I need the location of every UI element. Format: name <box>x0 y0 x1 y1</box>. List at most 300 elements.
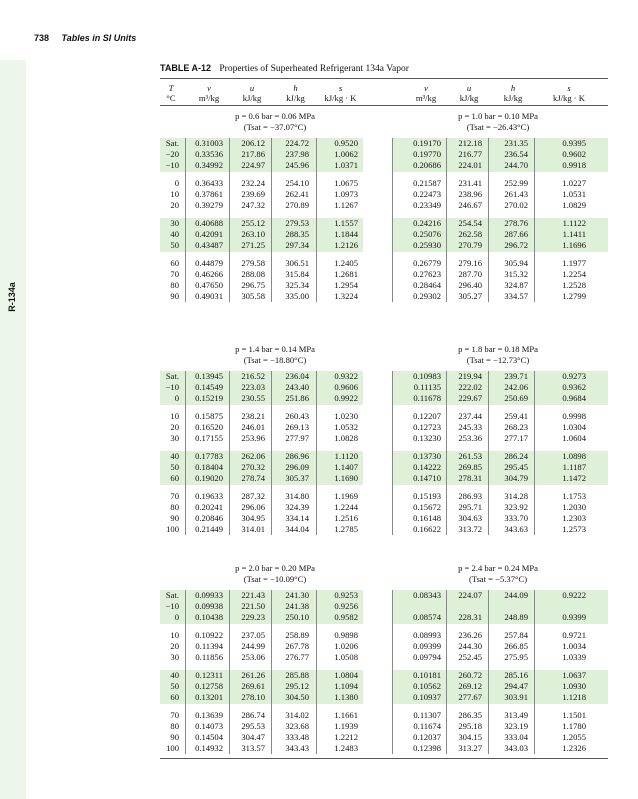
temperature-cell: 50 <box>170 240 179 250</box>
left-enthalpy-cell: 241.30 <box>285 590 309 600</box>
right-entropy-cell: 0.9918 <box>562 160 586 170</box>
temperature-cell: Sat. <box>165 138 179 148</box>
table-row <box>0 218 638 229</box>
right-entropy-cell: 1.2528 <box>562 280 586 290</box>
left-specific-volume-cell: 0.34992 <box>195 160 223 170</box>
right-enthalpy-cell: 343.03 <box>504 743 528 753</box>
left-internal-energy-cell: 253.06 <box>241 652 265 662</box>
right-entropy-cell: 1.1122 <box>562 218 586 228</box>
temperature-cell: 90 <box>170 291 179 301</box>
left-specific-volume-cell: 0.14504 <box>195 732 223 742</box>
left-entropy-cell: 1.2785 <box>334 524 358 534</box>
pressure-label: p = 1.0 bar = 0.10 MPa <box>458 111 538 121</box>
right-enthalpy-cell: 231.35 <box>504 138 528 148</box>
left-specific-volume-cell: 0.09938 <box>195 601 223 611</box>
temperature-cell: 0 <box>174 178 179 188</box>
temperature-cell: 90 <box>170 513 179 523</box>
left-internal-energy-cell: 296.06 <box>241 502 265 512</box>
left-enthalpy-cell: 334.14 <box>285 513 309 523</box>
right-enthalpy-cell: 305.94 <box>504 258 528 268</box>
temperature-cell: 0 <box>174 393 179 403</box>
table-row <box>0 652 638 663</box>
right-internal-energy-cell: 295.71 <box>458 502 482 512</box>
left-specific-volume-cell: 0.15219 <box>195 393 223 403</box>
left-specific-volume-cell: 0.11394 <box>195 641 223 651</box>
right-specific-volume-cell: 0.21587 <box>413 178 441 188</box>
left-entropy-cell: 1.0508 <box>334 652 358 662</box>
right-enthalpy-cell: 278.76 <box>504 218 528 228</box>
section-left-caption <box>187 344 363 366</box>
table-row <box>0 502 638 513</box>
table-row <box>0 524 638 535</box>
right-specific-volume-cell: 0.09399 <box>413 641 441 651</box>
header-rule <box>160 105 608 106</box>
left-internal-energy-cell: 224.97 <box>241 160 265 170</box>
left-entropy-cell: 1.1939 <box>334 721 358 731</box>
right-internal-energy-cell: 229.67 <box>458 393 482 403</box>
table-number: TABLE A-12 <box>160 63 212 73</box>
table-title <box>160 63 409 74</box>
column-divider <box>271 590 272 754</box>
temperature-cell: −10 <box>165 160 179 170</box>
col-header-right-s-symbol: s <box>567 83 571 93</box>
table-row <box>0 189 638 200</box>
pressure-label: p = 1.4 bar = 0.14 MPa <box>235 344 315 354</box>
left-internal-energy-cell: 230.55 <box>241 393 265 403</box>
right-specific-volume-cell: 0.28464 <box>413 280 441 290</box>
left-enthalpy-cell: 286.96 <box>285 451 309 461</box>
right-specific-volume-cell: 0.14222 <box>413 462 441 472</box>
left-specific-volume-cell: 0.19633 <box>195 491 223 501</box>
col-header-t-unit: °C <box>166 93 176 103</box>
left-internal-energy-cell: 229.23 <box>241 612 265 622</box>
left-internal-energy-cell: 239.69 <box>241 189 265 199</box>
left-enthalpy-cell: 314.02 <box>285 710 309 720</box>
right-enthalpy-cell: 304.79 <box>504 473 528 483</box>
row-group <box>0 630 638 663</box>
col-header-right-v <box>404 83 448 103</box>
left-internal-energy-cell: 288.08 <box>241 269 265 279</box>
left-specific-volume-cell: 0.14549 <box>195 382 223 392</box>
right-enthalpy-cell: 257.84 <box>504 630 528 640</box>
left-enthalpy-cell: 260.43 <box>285 411 309 421</box>
table-row <box>0 178 638 189</box>
left-internal-energy-cell: 232.24 <box>241 178 265 188</box>
col-header-right-u-unit: kJ/kg <box>459 93 479 103</box>
col-header-left-u-symbol: u <box>249 83 255 93</box>
table-row <box>0 160 638 171</box>
left-specific-volume-cell: 0.39279 <box>195 200 223 210</box>
right-enthalpy-cell: 270.02 <box>504 200 528 210</box>
left-enthalpy-cell: 343.43 <box>285 743 309 753</box>
right-enthalpy-cell: 239.71 <box>504 371 528 381</box>
column-divider <box>271 371 272 535</box>
table-row <box>0 291 638 302</box>
column-divider <box>316 371 317 535</box>
temperature-cell: 30 <box>170 433 179 443</box>
pressure-label: p = 2.0 bar = 0.20 MPa <box>235 563 315 573</box>
right-specific-volume-cell: 0.16148 <box>413 513 441 523</box>
right-internal-energy-cell: 228.31 <box>458 612 482 622</box>
temperature-cell: −10 <box>165 382 179 392</box>
right-specific-volume-cell: 0.08343 <box>413 590 441 600</box>
column-divider <box>392 590 393 754</box>
col-header-left-s <box>318 83 363 103</box>
column-divider <box>534 371 535 535</box>
column-divider <box>185 590 186 754</box>
col-header-left-u <box>231 83 273 103</box>
temperature-cell: 40 <box>170 451 179 461</box>
left-entropy-cell: 1.0371 <box>334 160 358 170</box>
left-internal-energy-cell: 314.01 <box>241 524 265 534</box>
column-divider <box>185 371 186 535</box>
right-specific-volume-cell: 0.24216 <box>413 218 441 228</box>
col-header-left-h-symbol: h <box>293 83 298 93</box>
left-entropy-cell: 1.1407 <box>334 462 358 472</box>
right-entropy-cell: 1.2326 <box>562 743 586 753</box>
table-row <box>0 451 638 462</box>
left-specific-volume-cell: 0.19020 <box>195 473 223 483</box>
right-specific-volume-cell: 0.11678 <box>413 393 441 403</box>
table-row <box>0 371 638 382</box>
section-left-caption <box>187 111 363 133</box>
table-row <box>0 240 638 251</box>
table-row <box>0 269 638 280</box>
column-divider <box>446 138 447 302</box>
left-enthalpy-cell: 267.78 <box>285 641 309 651</box>
left-entropy-cell: 1.1969 <box>334 491 358 501</box>
left-internal-energy-cell: 278.10 <box>241 692 265 702</box>
temperature-cell: 90 <box>170 732 179 742</box>
right-internal-energy-cell: 244.30 <box>458 641 482 651</box>
saturation-temp-label: (Tsat = −5.37°C) <box>468 574 528 584</box>
table-row <box>0 732 638 743</box>
right-entropy-cell: 1.0531 <box>562 189 586 199</box>
temperature-cell: 40 <box>170 670 179 680</box>
right-specific-volume-cell: 0.26779 <box>413 258 441 268</box>
left-internal-energy-cell: 261.26 <box>241 670 265 680</box>
left-internal-energy-cell: 295.53 <box>241 721 265 731</box>
row-group <box>0 258 638 302</box>
right-enthalpy-cell: 287.66 <box>504 229 528 239</box>
left-enthalpy-cell: 236.04 <box>285 371 309 381</box>
right-entropy-cell: 1.1411 <box>562 229 586 239</box>
column-divider <box>488 138 489 302</box>
left-enthalpy-cell: 324.39 <box>285 502 309 512</box>
column-divider <box>392 371 393 535</box>
left-entropy-cell: 1.0973 <box>334 189 358 199</box>
right-internal-energy-cell: 279.16 <box>458 258 482 268</box>
left-internal-energy-cell: 247.32 <box>241 200 265 210</box>
left-internal-energy-cell: 255.12 <box>241 218 265 228</box>
col-header-right-u-symbol: u <box>466 83 472 93</box>
left-entropy-cell: 1.1380 <box>334 692 358 702</box>
left-entropy-cell: 1.0206 <box>334 641 358 651</box>
column-divider <box>316 590 317 754</box>
right-enthalpy-cell: 296.72 <box>504 240 528 250</box>
right-specific-volume-cell: 0.25930 <box>413 240 441 250</box>
left-specific-volume-cell: 0.15875 <box>195 411 223 421</box>
left-internal-energy-cell: 313.57 <box>241 743 265 753</box>
right-entropy-cell: 1.0604 <box>562 433 586 443</box>
col-header-right-h <box>490 83 536 103</box>
right-internal-energy-cell: 269.85 <box>458 462 482 472</box>
right-entropy-cell: 1.2799 <box>562 291 586 301</box>
left-internal-energy-cell: 278.74 <box>241 473 265 483</box>
left-specific-volume-cell: 0.44879 <box>195 258 223 268</box>
left-specific-volume-cell: 0.47650 <box>195 280 223 290</box>
right-enthalpy-cell: 313.49 <box>504 710 528 720</box>
right-internal-energy-cell: 269.12 <box>458 681 482 691</box>
table-row <box>0 743 638 754</box>
row-group <box>0 411 638 444</box>
table-row <box>0 721 638 732</box>
left-enthalpy-cell: 277.97 <box>285 433 309 443</box>
left-specific-volume-cell: 0.31003 <box>195 138 223 148</box>
left-specific-volume-cell: 0.21449 <box>195 524 223 534</box>
right-specific-volume-cell: 0.16622 <box>413 524 441 534</box>
left-enthalpy-cell: 315.84 <box>285 269 309 279</box>
section-left-caption <box>187 563 363 585</box>
left-entropy-cell: 1.1120 <box>334 451 358 461</box>
column-divider <box>316 138 317 302</box>
column-divider <box>446 590 447 754</box>
left-enthalpy-cell: 224.72 <box>285 138 309 148</box>
right-internal-energy-cell: 224.01 <box>458 160 482 170</box>
right-entropy-cell: 1.0227 <box>562 178 586 188</box>
left-specific-volume-cell: 0.10438 <box>195 612 223 622</box>
left-entropy-cell: 0.9898 <box>334 630 358 640</box>
row-group <box>0 178 638 211</box>
temperature-cell: 10 <box>170 630 179 640</box>
right-internal-energy-cell: 212.18 <box>458 138 482 148</box>
right-entropy-cell: 1.2055 <box>562 732 586 742</box>
left-enthalpy-cell: 325.34 <box>285 280 309 290</box>
left-enthalpy-cell: 288.35 <box>285 229 309 239</box>
temperature-cell: 0 <box>174 612 179 622</box>
table-row <box>0 612 638 623</box>
right-entropy-cell: 1.0304 <box>562 422 586 432</box>
left-internal-energy-cell: 221.50 <box>241 601 265 611</box>
left-enthalpy-cell: 323.68 <box>285 721 309 731</box>
temperature-cell: 80 <box>170 280 179 290</box>
left-internal-energy-cell: 223.03 <box>241 382 265 392</box>
right-entropy-cell: 1.2254 <box>562 269 586 279</box>
temperature-cell: 100 <box>166 743 179 753</box>
section-right-caption <box>404 344 592 366</box>
right-internal-energy-cell: 237.44 <box>458 411 482 421</box>
right-specific-volume-cell: 0.29302 <box>413 291 441 301</box>
right-entropy-cell: 0.9684 <box>562 393 586 403</box>
left-internal-energy-cell: 253.96 <box>241 433 265 443</box>
row-group <box>0 371 638 404</box>
right-internal-energy-cell: 295.18 <box>458 721 482 731</box>
col-header-right-s-unit: kJ/kg · K <box>553 93 585 103</box>
left-entropy-cell: 1.1557 <box>334 218 358 228</box>
right-internal-energy-cell: 254.54 <box>458 218 482 228</box>
right-internal-energy-cell: 270.79 <box>458 240 482 250</box>
col-header-right-s <box>536 83 602 103</box>
column-divider <box>229 371 230 535</box>
right-enthalpy-cell: 343.63 <box>504 524 528 534</box>
left-enthalpy-cell: 279.53 <box>285 218 309 228</box>
right-enthalpy-cell: 295.45 <box>504 462 528 472</box>
right-specific-volume-cell: 0.08574 <box>413 612 441 622</box>
left-entropy-cell: 0.9582 <box>334 612 358 622</box>
right-entropy-cell: 1.0339 <box>562 652 586 662</box>
col-header-left-s-symbol: s <box>338 83 343 93</box>
left-specific-volume-cell: 0.17155 <box>195 433 223 443</box>
right-entropy-cell: 1.1472 <box>562 473 586 483</box>
left-specific-volume-cell: 0.33536 <box>195 149 223 159</box>
left-internal-energy-cell: 286.74 <box>241 710 265 720</box>
right-entropy-cell: 1.0829 <box>562 200 586 210</box>
right-specific-volume-cell: 0.22473 <box>413 189 441 199</box>
right-specific-volume-cell: 0.23349 <box>413 200 441 210</box>
left-specific-volume-cell: 0.20846 <box>195 513 223 523</box>
right-entropy-cell: 1.1696 <box>562 240 586 250</box>
col-header-t-symbol: T <box>168 83 174 93</box>
left-enthalpy-cell: 270.89 <box>285 200 309 210</box>
left-entropy-cell: 1.1690 <box>334 473 358 483</box>
table-row <box>0 473 638 484</box>
temperature-cell: 80 <box>170 721 179 731</box>
right-specific-volume-cell: 0.09794 <box>413 652 441 662</box>
right-enthalpy-cell: 285.16 <box>504 670 528 680</box>
left-internal-energy-cell: 237.05 <box>241 630 265 640</box>
right-enthalpy-cell: 259.41 <box>504 411 528 421</box>
right-internal-energy-cell: 236.26 <box>458 630 482 640</box>
left-specific-volume-cell: 0.16520 <box>195 422 223 432</box>
right-internal-energy-cell: 261.53 <box>458 451 482 461</box>
pressure-label: p = 1.8 bar = 0.18 MPa <box>458 344 538 354</box>
temperature-cell: 20 <box>170 200 179 210</box>
left-entropy-cell: 1.3224 <box>334 291 358 301</box>
left-entropy-cell: 1.1094 <box>334 681 358 691</box>
right-specific-volume-cell: 0.10562 <box>413 681 441 691</box>
table-row <box>0 491 638 502</box>
column-divider <box>229 138 230 302</box>
table-row <box>0 692 638 703</box>
left-enthalpy-cell: 304.50 <box>285 692 309 702</box>
left-internal-energy-cell: 270.32 <box>241 462 265 472</box>
right-entropy-cell: 1.0034 <box>562 641 586 651</box>
right-enthalpy-cell: 314.28 <box>504 491 528 501</box>
right-specific-volume-cell: 0.20686 <box>413 160 441 170</box>
left-enthalpy-cell: 241.38 <box>285 601 309 611</box>
right-enthalpy-cell: 250.69 <box>504 393 528 403</box>
left-specific-volume-cell: 0.36433 <box>195 178 223 188</box>
left-specific-volume-cell: 0.13945 <box>195 371 223 381</box>
left-internal-energy-cell: 304.47 <box>241 732 265 742</box>
right-internal-energy-cell: 305.27 <box>458 291 482 301</box>
left-entropy-cell: 0.9256 <box>334 601 358 611</box>
left-internal-energy-cell: 216.52 <box>241 371 265 381</box>
left-specific-volume-cell: 0.42091 <box>195 229 223 239</box>
table-row <box>0 149 638 160</box>
left-specific-volume-cell: 0.11856 <box>195 652 223 662</box>
left-enthalpy-cell: 344.04 <box>285 524 309 534</box>
right-specific-volume-cell: 0.12723 <box>413 422 441 432</box>
right-enthalpy-cell: 315.32 <box>504 269 528 279</box>
table-row <box>0 670 638 681</box>
right-enthalpy-cell: 324.87 <box>504 280 528 290</box>
col-header-t <box>160 83 182 103</box>
left-internal-energy-cell: 221.43 <box>241 590 265 600</box>
left-entropy-cell: 1.1267 <box>334 200 358 210</box>
left-entropy-cell: 1.2681 <box>334 269 358 279</box>
temperature-cell: 30 <box>170 218 179 228</box>
right-entropy-cell: 0.9721 <box>562 630 586 640</box>
pressure-label: p = 0.6 bar = 0.06 MPa <box>235 111 315 121</box>
left-entropy-cell: 1.2212 <box>334 732 358 742</box>
col-header-left-v-symbol: v <box>207 83 211 93</box>
table-row <box>0 630 638 641</box>
right-specific-volume-cell: 0.13730 <box>413 451 441 461</box>
left-internal-energy-cell: 238.21 <box>241 411 265 421</box>
left-specific-volume-cell: 0.10922 <box>195 630 223 640</box>
left-enthalpy-cell: 297.34 <box>285 240 309 250</box>
right-internal-energy-cell: 260.72 <box>458 670 482 680</box>
right-internal-energy-cell: 286.93 <box>458 491 482 501</box>
right-entropy-cell: 0.9273 <box>562 371 586 381</box>
left-entropy-cell: 1.1844 <box>334 229 358 239</box>
saturation-temp-label: (Tsat = −12.73°C) <box>466 355 530 365</box>
right-entropy-cell: 1.1218 <box>562 692 586 702</box>
right-specific-volume-cell: 0.11307 <box>413 710 441 720</box>
column-divider <box>534 138 535 302</box>
left-entropy-cell: 1.0062 <box>334 149 358 159</box>
table-caption: Properties of Superheated Refrigerant 134a Vapor <box>219 64 409 74</box>
column-divider <box>229 590 230 754</box>
left-internal-energy-cell: 244.99 <box>241 641 265 651</box>
row-group <box>0 670 638 703</box>
temperature-cell: 20 <box>170 422 179 432</box>
temperature-cell: Sat. <box>165 371 179 381</box>
right-specific-volume-cell: 0.19770 <box>413 149 441 159</box>
right-internal-energy-cell: 245.33 <box>458 422 482 432</box>
left-enthalpy-cell: 251.86 <box>285 393 309 403</box>
right-internal-energy-cell: 304.63 <box>458 513 482 523</box>
right-entropy-cell: 0.9602 <box>562 149 586 159</box>
left-entropy-cell: 0.9520 <box>334 138 358 148</box>
left-internal-energy-cell: 304.95 <box>241 513 265 523</box>
left-specific-volume-cell: 0.14932 <box>195 743 223 753</box>
right-entropy-cell: 1.2030 <box>562 502 586 512</box>
temperature-cell: 70 <box>170 491 179 501</box>
table-row <box>0 422 638 433</box>
left-specific-volume-cell: 0.13201 <box>195 692 223 702</box>
row-group <box>0 451 638 484</box>
table-row <box>0 382 638 393</box>
right-internal-energy-cell: 238.96 <box>458 189 482 199</box>
row-group <box>0 491 638 535</box>
right-entropy-cell: 0.9362 <box>562 382 586 392</box>
left-entropy-cell: 1.0804 <box>334 670 358 680</box>
right-entropy-cell: 1.1977 <box>562 258 586 268</box>
right-internal-energy-cell: 246.67 <box>458 200 482 210</box>
right-internal-energy-cell: 277.67 <box>458 692 482 702</box>
right-specific-volume-cell: 0.12037 <box>413 732 441 742</box>
left-internal-energy-cell: 263.10 <box>241 229 265 239</box>
left-internal-energy-cell: 287.32 <box>241 491 265 501</box>
right-enthalpy-cell: 323.19 <box>504 721 528 731</box>
temperature-cell: 70 <box>170 269 179 279</box>
left-specific-volume-cell: 0.12758 <box>195 681 223 691</box>
right-internal-energy-cell: 262.58 <box>458 229 482 239</box>
left-enthalpy-cell: 276.77 <box>285 652 309 662</box>
table-row <box>0 462 638 473</box>
